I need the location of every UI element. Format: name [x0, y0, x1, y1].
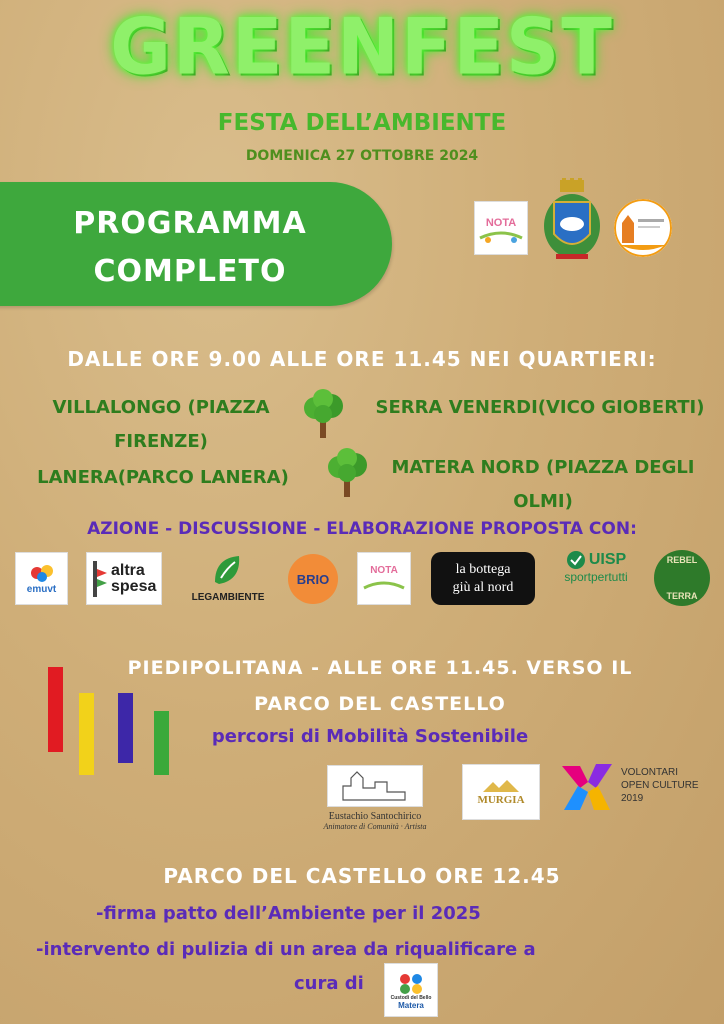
castello-item-2: -intervento di pulizia di un area da riqualificare a [36, 939, 536, 960]
matera-nord-line2: OLMI) [513, 491, 573, 512]
villalongo-line2: FIRENZE) [114, 431, 208, 452]
quartieri-heading: DALLE ORE 9.00 ALLE ORE 11.45 NEI QUARTIERI: [67, 347, 657, 371]
villalongo-label [30, 391, 292, 459]
piedipolitana-line2: PARCO DEL CASTELLO [254, 693, 506, 715]
color-bar-yellow [79, 693, 94, 775]
altraspesa-logo: altra spesa [86, 552, 162, 605]
villalongo-line1: VILLALONGO (PIAZZA [52, 397, 270, 418]
programma-line1: PROGRAMMA [73, 206, 307, 241]
poster-subtitle: FESTA DELL’AMBIENTE [217, 110, 507, 136]
eustachio-sketch [327, 765, 423, 807]
emuvt-icon [27, 562, 57, 584]
piedipolitana-line1: PIEDIPOLITANA - ALLE ORE 11.45. VERSO IL [127, 657, 633, 679]
programma-label [30, 200, 350, 296]
color-bar-red [48, 667, 63, 752]
altraspesa-icon [91, 559, 109, 599]
castello-item-3: cura di [294, 973, 364, 994]
progetto-logo [614, 199, 672, 257]
volontari-icon [560, 760, 615, 815]
murgia-logo: MURGIA [462, 764, 540, 820]
nota-atabina-icon [476, 208, 526, 248]
nota-atabina-icon [362, 576, 406, 592]
nota-atabina-logo: NOTA [357, 552, 411, 605]
matera-nord-label [376, 451, 710, 519]
lanera-label: LANERA(PARCO LANERA) [37, 467, 289, 488]
piedipolitana-heading [100, 650, 660, 722]
bottega-logo: la bottega giù al nord [431, 552, 535, 605]
progetto-icon [614, 199, 672, 257]
eustachio-logo: Eustachio Santochirico Animatore di Comunità · Artista [300, 765, 450, 845]
custodi-icon [397, 971, 425, 995]
svg-text:NOTA: NOTA [485, 217, 517, 229]
legambiente-icon [211, 552, 245, 588]
mobilita-label: percorsi di Mobilità Sostenibile [211, 726, 529, 747]
rebel-terra-logo: REBEL TERRA [654, 550, 710, 606]
tree-icon [324, 447, 370, 499]
poster-title: GREENFEST [110, 1, 614, 93]
volontari-label: VOLONTARI OPEN CULTURE 2019 [621, 767, 699, 804]
murgia-icon [481, 778, 521, 794]
brio-logo: BRIO [288, 554, 338, 604]
serra-label: SERRA VENERDI(VICO GIOBERTI) [375, 397, 705, 418]
coat-of-arms-icon [540, 178, 604, 262]
event-date: DOMENICA 27 OTTOBRE 2024 [245, 148, 479, 164]
castello-heading: PARCO DEL CASTELLO ORE 12.45 [163, 864, 561, 888]
town-sketch-icon [335, 768, 415, 804]
azione-heading: AZIONE - DISCUSSIONE - ELABORAZIONE PROPOSTA CON: [87, 519, 637, 539]
tree-icon [300, 388, 346, 440]
matera-coat-of-arms [540, 178, 604, 262]
uisp-icon [566, 550, 586, 570]
nota-atabina-logo [474, 201, 528, 255]
castello-item-1: -firma patto dell’Ambiente per il 2025 [96, 903, 481, 924]
uisp-logo: UISP sportpertutti [564, 551, 628, 584]
emuvt-logo: emuvt [15, 552, 68, 605]
custodi-logo: Custodi del Bello Matera [384, 963, 438, 1017]
programma-line2: COMPLETO [93, 254, 287, 289]
legambiente-logo: LEGAMBIENTE [186, 552, 270, 606]
matera-nord-line1: MATERA NORD (PIAZZA DEGLI [391, 457, 695, 478]
